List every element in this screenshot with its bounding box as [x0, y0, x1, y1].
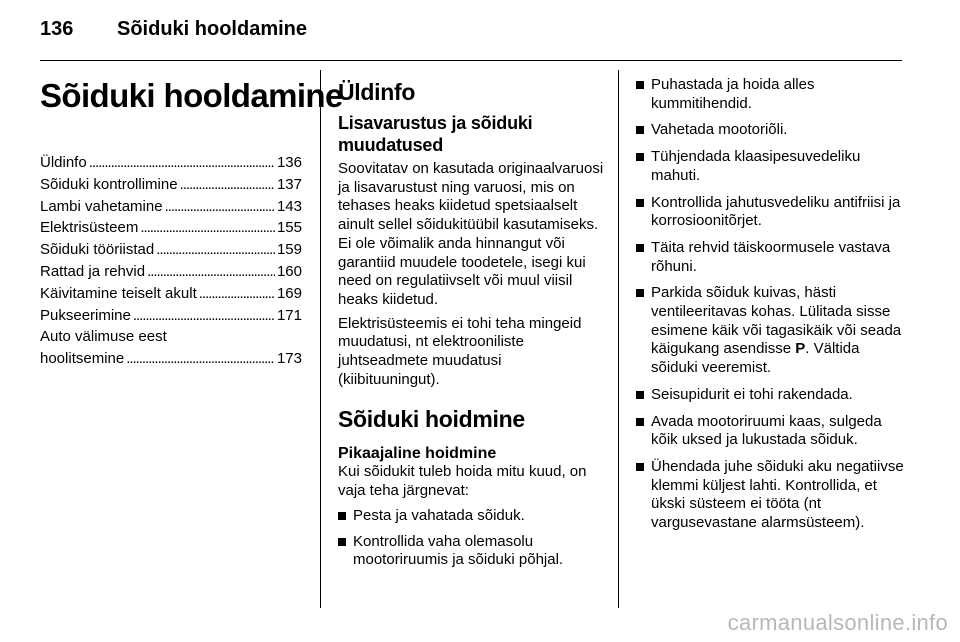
toc-leader: [126, 348, 275, 370]
toc-leader: [133, 305, 275, 327]
bullet-icon: [636, 153, 644, 161]
header-rule: [40, 60, 902, 61]
gear-position-p: P: [795, 340, 806, 358]
bullet-icon: [636, 418, 644, 426]
toc-leader: [156, 239, 275, 261]
list-item: [636, 121, 906, 140]
toc-column: [40, 68, 343, 370]
toc-entry[interactable]: [40, 261, 302, 283]
toc-entry-label: Auto välimuse eest: [40, 328, 167, 346]
toc-leader: [180, 174, 275, 196]
toc-entry[interactable]: [40, 305, 302, 327]
table-of-contents: [40, 152, 302, 370]
toc-entry[interactable]: [40, 196, 302, 218]
list-item: [636, 386, 906, 405]
toc-entry[interactable]: [40, 152, 302, 174]
column-divider: [618, 70, 619, 608]
toc-entry-page: 159: [276, 241, 302, 259]
bullet-icon: [636, 199, 644, 207]
toc-leader: [147, 261, 275, 283]
toc-entry-page: 136: [276, 154, 302, 171]
list-item-text: Parkida sõiduk kuivas, hästi ventileeritavas kohas. Lülitada sisse esimene käik või tagasikäik või seada käigukang asendisse: [651, 284, 902, 358]
bullet-list: [338, 507, 604, 570]
bullet-icon: [338, 512, 346, 520]
list-item-text: Avada mootoriruumi kaas, sulgeda kõik uksed ja lukustada sõiduk.: [651, 412, 882, 449]
running-title: Sõiduki hooldamine: [117, 18, 308, 40]
toc-entry[interactable]: [40, 174, 302, 196]
toc-entry[interactable]: [40, 283, 302, 305]
list-item-text: Puhastada ja hoida alles kummitihendid.: [651, 76, 815, 112]
list-item-text: Vahetada mootoriõli.: [651, 121, 788, 139]
toc-entry-label: Sõiduki tööriistad: [40, 241, 155, 259]
content-column-right: [636, 76, 906, 541]
subsection-title: Lisavarustus ja sõiduki muudatused: [338, 113, 533, 155]
list-item: [636, 413, 906, 450]
toc-entry-page: 143: [276, 197, 302, 215]
toc-entry-label: Pukseerimine: [40, 306, 131, 324]
paragraph: Kui sõidukit tuleb hoida mitu kuud, on vaja teha järgnevat:: [338, 463, 587, 500]
toc-entry-label: Käivitamine teiselt akult: [40, 284, 197, 302]
list-item: [338, 533, 604, 570]
list-item: [636, 148, 906, 185]
list-item-text: Ühendada juhe sõiduki aku negatiivse klemmi küljest lahti. Kontrollida, et ükski süsteem ei tööta (nt vargusevastane alarmsüsteem).: [651, 457, 904, 532]
bullet-icon: [338, 538, 346, 546]
toc-entry-label: Sõiduki kontrollimine: [40, 175, 178, 193]
toc-entry-label: Elektrisüsteem: [40, 219, 139, 237]
toc-leader: [140, 217, 275, 239]
toc-leader: [89, 152, 275, 174]
toc-leader: [199, 283, 275, 305]
toc-entry-page: 137: [276, 175, 302, 193]
bullet-icon: [636, 463, 644, 471]
toc-entry-label: Rattad ja rehvid: [40, 262, 146, 280]
list-item-text: Tühjendada klaasipesuvedeliku mahuti.: [651, 148, 861, 184]
bullet-icon: [636, 391, 644, 399]
list-item: [636, 76, 906, 113]
toc-entry-page: 160: [276, 262, 302, 280]
toc-entry-page: 155: [276, 219, 302, 237]
list-item: [636, 239, 906, 276]
list-item-text: Pesta ja vahatada sõiduk.: [353, 506, 525, 524]
paragraph: Soovitatav on kasutada originaalvaruosi ja lisavarustust ning varuosi, mis on tehases heaks kiidetud spetsiaalselt ainult sellel sõidukitüübil kasutamiseks. Ei ole võimalik anda hinnangut või garantiid muudele toodetele, isegi kui need on regulatiivselt või muul viisil heaks kiidetud.: [338, 160, 604, 308]
bullet-icon: [636, 244, 644, 252]
column-divider: [320, 70, 321, 608]
bullet-icon: [636, 126, 644, 134]
toc-entry-page: 173: [276, 350, 302, 368]
list-item-text: Täita rehvid täiskoormusele vastava rõhuni.: [651, 238, 891, 275]
chapter-title: Sõiduki hooldamine: [40, 77, 343, 114]
toc-entry-page: 169: [276, 284, 302, 302]
watermark: carmanualsonline.info: [727, 610, 948, 635]
section-title: Üldinfo: [338, 79, 416, 105]
list-item-text: Kontrollida jahutusvedeliku antifriisi ja korrosioonitõrjet.: [651, 193, 901, 230]
toc-entry-label: Lambi vahetamine: [40, 197, 163, 215]
list-item-text: Kontrollida vaha olemasolu mootoriruumis ja sõiduki põhjal.: [353, 532, 564, 569]
list-item: [636, 194, 906, 231]
subsection-title: Pikaajaline hoidmine: [338, 445, 497, 463]
toc-entry[interactable]: [40, 217, 302, 239]
list-item: [636, 284, 906, 378]
list-item-text: Seisupidurit ei tohi rakendada.: [651, 385, 853, 403]
list-item-text: . Vältida sõiduki veeremist.: [651, 340, 860, 377]
toc-leader: [165, 196, 275, 218]
bullet-list: [636, 76, 906, 533]
toc-entry-page: 171: [276, 306, 302, 324]
page-number: 136: [40, 18, 74, 40]
toc-entry[interactable]: [40, 239, 302, 261]
list-item: [636, 458, 906, 533]
toc-entry-label: Üldinfo: [40, 154, 87, 171]
bullet-icon: [636, 289, 644, 297]
content-column-middle: [338, 68, 604, 577]
toc-entry[interactable]: [40, 326, 302, 370]
list-item: [338, 507, 604, 526]
section-title: Sõiduki hoidmine: [338, 406, 525, 433]
toc-entry-label: hoolitsemine: [40, 350, 125, 368]
paragraph: Elektrisüsteemis ei tohi teha mingeid muudatusi, nt elektrooniliste juhtseadmete muudatusi (kiibituuningut).: [338, 314, 582, 388]
bullet-icon: [636, 81, 644, 89]
